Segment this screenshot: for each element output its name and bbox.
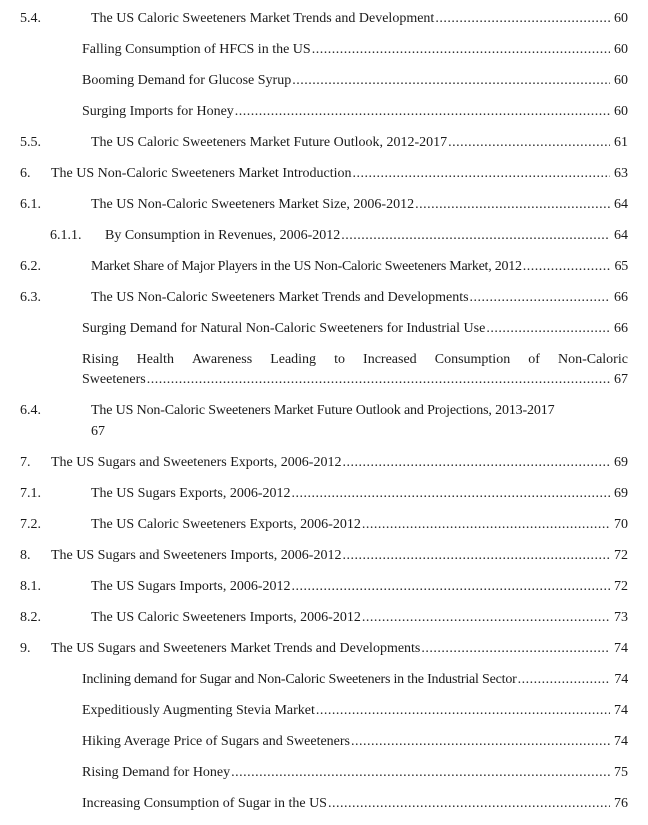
toc-entry[interactable]	[0, 195, 648, 226]
entry-title: Inclining demand for Sugar and Non-Caloric Sweeteners in the Industrial Sector	[82, 672, 517, 687]
toc-entry[interactable]	[0, 794, 648, 825]
entry-title: The US Caloric Sweeteners Market Trends and Development	[91, 11, 435, 26]
dot-leader	[351, 732, 610, 751]
dot-leader	[292, 71, 610, 90]
page-number: 63	[614, 166, 628, 181]
toc-entry[interactable]	[0, 401, 648, 441]
toc-entry[interactable]	[0, 288, 648, 319]
dot-leader	[362, 608, 610, 627]
dot-leader	[292, 577, 611, 596]
entry-title: The US Caloric Sweeteners Market Future Outlook, 2012-2017	[91, 135, 448, 150]
dot-leader	[518, 670, 610, 689]
page-number: 72	[614, 579, 628, 594]
entry-title: The US Caloric Sweeteners Exports, 2006-2012	[91, 517, 361, 532]
page-number: 70	[614, 517, 628, 532]
page-number: 69	[614, 455, 628, 470]
toc-entry[interactable]	[0, 763, 648, 794]
dot-leader	[448, 133, 610, 152]
page-number: 73	[614, 610, 628, 625]
section-number: 6.1.	[20, 197, 41, 212]
entry-title: The US Sugars and Sweeteners Market Trends and Developments	[51, 641, 421, 656]
page-number: 67	[91, 424, 105, 439]
entry-title: The US Non-Caloric Sweeteners Market Future Outlook and Projections, 2013-2017	[91, 403, 555, 418]
toc-entry[interactable]	[0, 453, 648, 484]
section-number: 6.2.	[20, 259, 41, 274]
page-number: 61	[614, 135, 628, 150]
toc-entry[interactable]	[0, 484, 648, 515]
entry-title: The US Non-Caloric Sweeteners Market Introduction	[51, 166, 352, 181]
page-number: 74	[614, 734, 628, 749]
page-number: 65	[614, 259, 628, 274]
section-number: 6.4.	[20, 403, 41, 418]
entry-title: Market Share of Major Players in the US Non-Caloric Sweeteners Market, 2012	[91, 259, 522, 274]
entry-title: By Consumption in Revenues, 2006-2012	[105, 228, 341, 243]
toc-entry[interactable]	[0, 350, 648, 390]
page-number: 64	[614, 197, 628, 212]
page-number: 75	[614, 765, 628, 780]
entry-title: Increasing Consumption of Sugar in the US	[82, 796, 327, 811]
toc-entry[interactable]	[0, 257, 648, 288]
dot-leader	[328, 794, 610, 813]
toc-entry[interactable]	[0, 515, 648, 546]
page-number: 60	[614, 73, 628, 88]
dot-leader	[353, 164, 610, 183]
page-number: 74	[614, 703, 628, 718]
toc-entry[interactable]	[0, 546, 648, 577]
section-number: 8.1.	[20, 579, 41, 594]
toc-entry[interactable]	[0, 608, 648, 639]
toc-entry[interactable]	[0, 732, 648, 763]
dot-leader	[470, 288, 610, 307]
toc-entry[interactable]	[0, 577, 648, 608]
entry-title: The US Non-Caloric Sweeteners Market Trends and Developments	[91, 290, 469, 305]
entry-title: The US Sugars Exports, 2006-2012	[91, 486, 291, 501]
toc-entry[interactable]	[0, 639, 648, 670]
page-number: 72	[614, 548, 628, 563]
section-number: 6.1.1.	[50, 228, 82, 243]
toc-entry[interactable]	[0, 133, 648, 164]
section-number: 5.4.	[20, 11, 41, 26]
section-number: 6.3.	[20, 290, 41, 305]
entry-title: The US Sugars and Sweeteners Exports, 2006-2012	[51, 455, 342, 470]
toc-entry[interactable]	[0, 40, 648, 71]
toc-entry[interactable]	[0, 9, 648, 40]
page-number: 66	[614, 321, 628, 336]
toc-entry[interactable]	[0, 164, 648, 195]
toc-entry[interactable]	[0, 701, 648, 732]
entry-title: Hiking Average Price of Sugars and Sweeteners	[82, 734, 350, 749]
section-number: 9.	[20, 641, 31, 656]
dot-leader	[342, 453, 610, 472]
entry-title: Expeditiously Augmenting Stevia Market	[82, 703, 315, 718]
dot-leader	[292, 484, 611, 503]
dot-leader	[486, 319, 610, 338]
section-number: 8.	[20, 548, 31, 563]
section-number: 7.2.	[20, 517, 41, 532]
page-number: 74	[614, 641, 628, 656]
dot-leader	[523, 257, 610, 276]
page-number: 60	[614, 42, 628, 57]
page-number: 60	[614, 11, 628, 26]
page-number: 74	[614, 672, 628, 687]
page-number: 60	[614, 104, 628, 119]
dot-leader	[231, 763, 610, 782]
entry-title: Rising Demand for Honey	[82, 765, 231, 780]
page-number: 66	[614, 290, 628, 305]
entry-title-line1: Rising Health Awareness Leading to Increased Consumption of Non-Caloric	[82, 352, 628, 367]
entry-title: The US Sugars and Sweeteners Imports, 2006-2012	[51, 548, 342, 563]
dot-leader	[341, 226, 610, 245]
entry-title: The US Non-Caloric Sweeteners Market Size, 2006-2012	[91, 197, 415, 212]
page-number: 76	[614, 796, 628, 811]
section-number: 6.	[20, 166, 31, 181]
dot-leader	[421, 639, 610, 658]
toc-entry[interactable]	[0, 102, 648, 133]
dot-leader	[435, 9, 610, 28]
entry-title-line2: Sweeteners	[82, 372, 146, 387]
toc-entry[interactable]	[0, 670, 648, 701]
section-number: 5.5.	[20, 135, 41, 150]
entry-title: Surging Demand for Natural Non-Caloric Sweeteners for Industrial Use	[82, 321, 486, 336]
dot-leader	[362, 515, 610, 534]
entry-title: Falling Consumption of HFCS in the US	[82, 42, 311, 57]
section-number: 7.1.	[20, 486, 41, 501]
section-number: 7.	[20, 455, 31, 470]
dot-leader	[147, 370, 610, 389]
entry-title: The US Sugars Imports, 2006-2012	[91, 579, 291, 594]
entry-title: The US Caloric Sweeteners Imports, 2006-2012	[91, 610, 361, 625]
dot-leader	[316, 701, 610, 720]
entry-title: Booming Demand for Glucose Syrup	[82, 73, 292, 88]
dot-leader	[342, 546, 610, 565]
dot-leader	[235, 102, 610, 121]
page-number: 67	[614, 372, 628, 387]
section-number: 8.2.	[20, 610, 41, 625]
dot-leader	[415, 195, 610, 214]
toc-entry[interactable]	[0, 71, 648, 102]
toc-entry[interactable]	[0, 226, 648, 257]
page-number: 64	[614, 228, 628, 243]
page-number: 69	[614, 486, 628, 501]
entry-title: Surging Imports for Honey	[82, 104, 234, 119]
toc-entry[interactable]	[0, 319, 648, 350]
dot-leader	[312, 40, 610, 59]
